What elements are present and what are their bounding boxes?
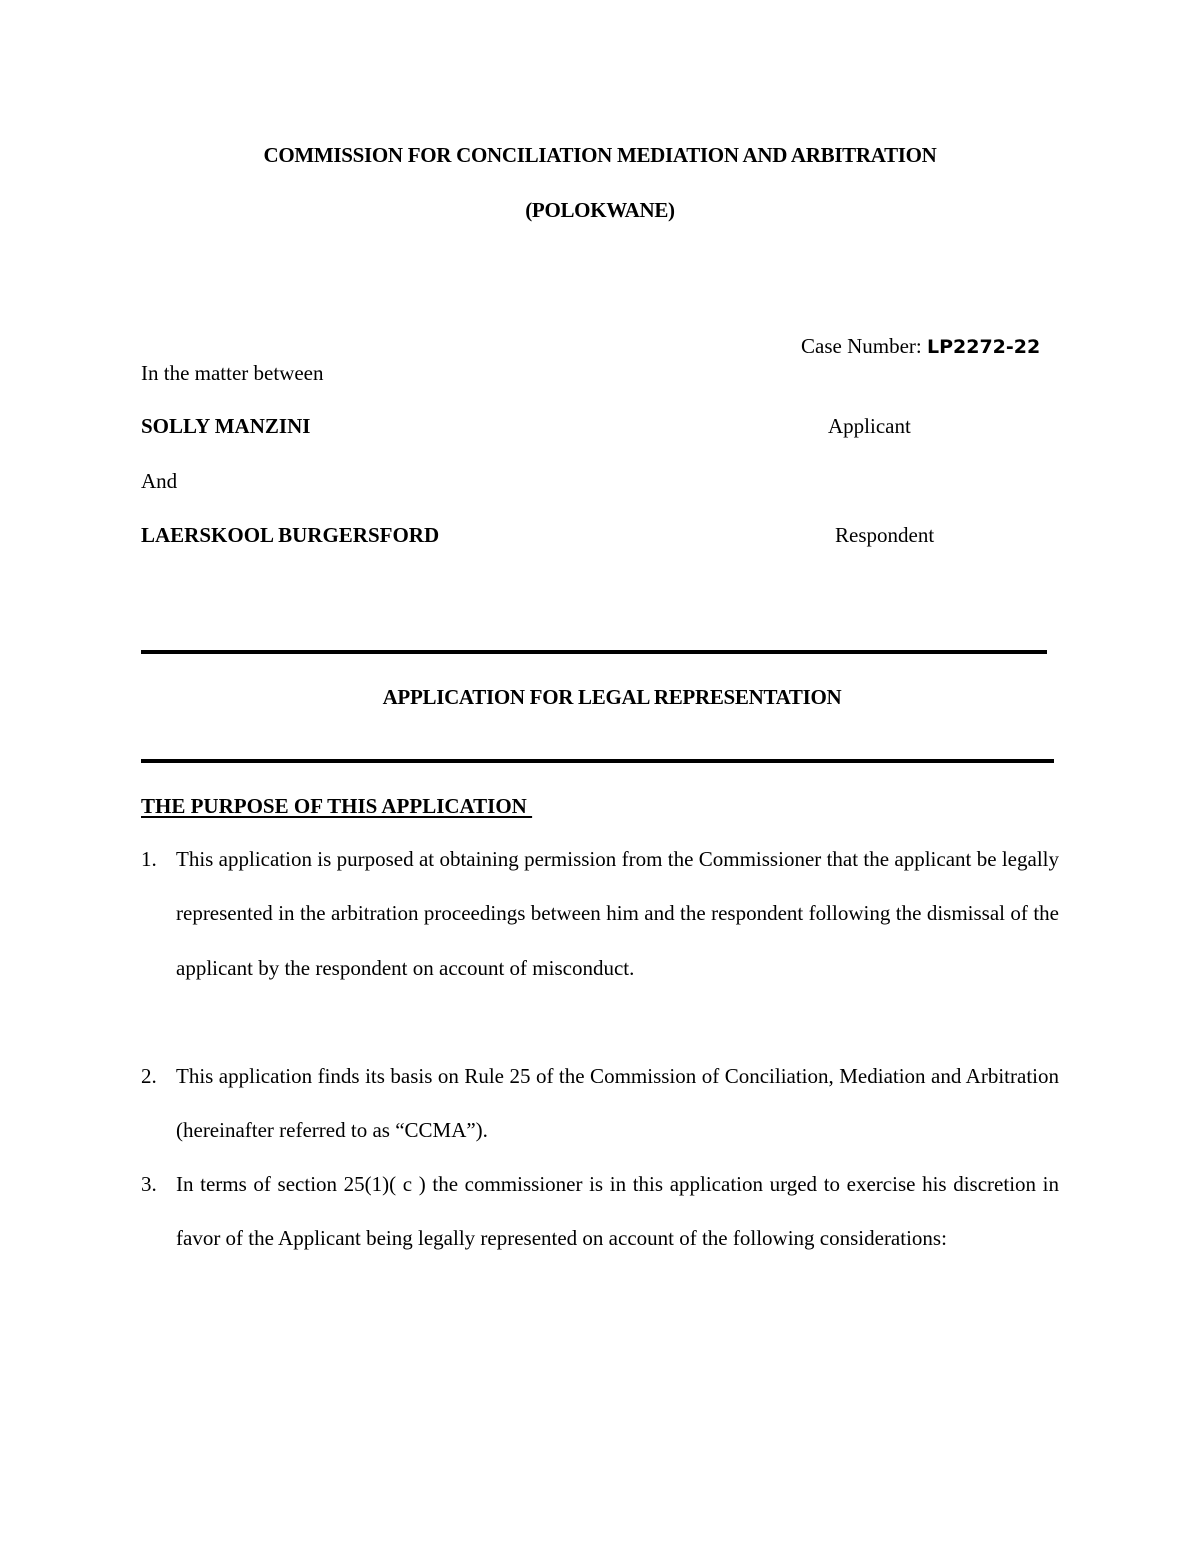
item-text: This application is purposed at obtaining permission from the Commissioner that the applicant be legally represented in the arbitration proceedings between him and the respondent following the dismissal of the applicant by the respondent on account of misconduct.: [176, 847, 1059, 980]
item-number: 3.: [141, 1172, 157, 1196]
top-divider: [141, 650, 1047, 654]
location-heading: (POLOKWANE): [525, 198, 675, 222]
list-item: [141, 1157, 1059, 1266]
matter-intro: In the matter between: [141, 361, 324, 385]
document-title: APPLICATION FOR LEGAL REPRESENTATION: [382, 685, 842, 709]
party-conjunction: And: [141, 469, 178, 493]
commission-heading: COMMISSION FOR CONCILIATION MEDIATION AND ARBITRATION: [263, 143, 937, 167]
case-number-label: Case Number:: [801, 334, 927, 358]
respondent-role: Respondent: [835, 523, 935, 547]
section-title: THE PURPOSE OF THIS APPLICATION: [141, 794, 533, 818]
list-item: [141, 832, 1059, 995]
item-text: This application finds its basis on Rule 25 of the Commission of Conciliation, Mediation and Arbitration (hereinafter referred to as “CCMA”).: [176, 1064, 1059, 1143]
case-number-value: LP2272-22: [926, 336, 1041, 358]
applicant-role: Applicant: [828, 414, 911, 438]
item-number: 1.: [141, 847, 157, 871]
item-text: In terms of section 25(1)( c ) the commissioner is in this application urged to exercise his discretion in favor of the Applicant being legally represented on account of the following considerations:: [176, 1172, 1059, 1251]
item-number: 2.: [141, 1064, 157, 1088]
case-number: [801, 334, 1040, 359]
list-item: [141, 1049, 1059, 1158]
applicant-name: SOLLY MANZINI: [141, 414, 311, 438]
bottom-divider: [141, 759, 1054, 763]
respondent-name: LAERSKOOL BURGERSFORD: [141, 523, 440, 547]
